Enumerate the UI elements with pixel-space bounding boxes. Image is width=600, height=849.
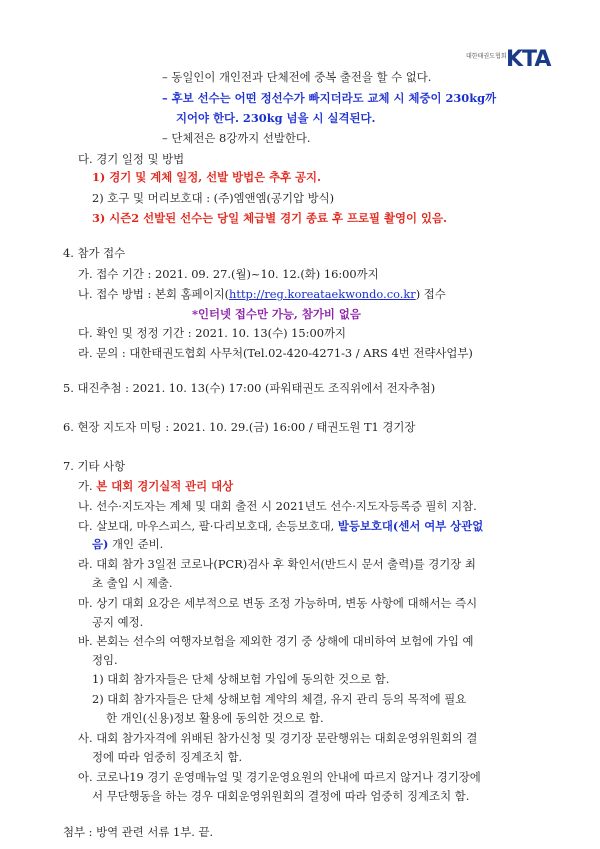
text-line: 1) 경기 및 계체 일정, 선발 방법은 추후 공지. xyxy=(92,170,322,184)
text-line: 한 개인(신용)정보 활용에 동의한 것으로 함. xyxy=(106,711,324,725)
text-line: 2) 대회 참가자들은 단체 상해보험 계약의 체결, 유지 관리 등의 목적에 필요 xyxy=(92,692,467,706)
section-heading: 4. 참가 접수 xyxy=(63,246,126,260)
text-line: 1) 대회 참가자들은 단체 상해보험 가입에 동의한 것으로 함. xyxy=(92,672,390,686)
text-segment: 다. 살보대, 마우스피스, 팔·다리보호대, 손등보호대, xyxy=(78,519,338,533)
text-line: 정에 따라 엄중히 징계조치 함. xyxy=(92,750,243,764)
text-line: 다. 확인 및 정정 기간 : 2021. 10. 13(수) 15:00까지 xyxy=(78,326,347,340)
section-heading: 6. 현장 지도자 미팅 : 2021. 10. 29.(금) 16:00 / 태권도원 T1 경기장 xyxy=(63,420,416,434)
section-heading: 5. 대진추첨 : 2021. 10. 13(수) 17:00 (파워태권도 조직위에서 전자추첨) xyxy=(63,381,436,395)
attachment-line: 첨부 : 방역 관련 서류 1부. 끝. xyxy=(63,825,214,839)
registration-link[interactable]: http://reg.koreataekwondo.co.kr xyxy=(229,287,416,301)
text-segment: 가. xyxy=(78,479,97,493)
text-line xyxy=(78,288,446,302)
text-line: 라. 문의 : 대한태권도협회 사무처(Tel.02-420-4271-3 / ARS 4번 전략사업부) xyxy=(78,346,473,360)
text-segment: 본 대회 경기실적 관리 대상 xyxy=(96,479,234,493)
text-line xyxy=(78,480,233,494)
text-segment: 발등보호대(센서 여부 상관없 xyxy=(337,519,484,533)
text-line: *인터넷 접수만 가능, 참가비 없음 xyxy=(192,307,361,321)
text-line: 아. 코로나19 경기 운영매뉴얼 및 경기운영요원의 안내에 따르지 않거나 경기장에 xyxy=(78,770,481,784)
logo-org-name: 대한태권도협회 xyxy=(466,53,507,60)
text-line: 서 무단행동을 하는 경우 대회운영위원회의 결정에 따라 엄중히 징계조치 함. xyxy=(92,789,470,803)
text-line: – 동일인이 개인전과 단체전에 중복 출전을 할 수 없다. xyxy=(162,70,432,84)
section-heading: 7. 기타 사항 xyxy=(63,459,126,473)
text-line: 가. 접수 기간 : 2021. 09. 27.(월)~10. 12.(화) 16:00까지 xyxy=(78,267,379,281)
text-line: 정임. xyxy=(92,653,118,667)
text-line: – 단체전은 8강까지 선발한다. xyxy=(162,131,311,145)
text-line: 바. 본회는 선수의 여행자보험을 제외한 경기 중 상해에 대비하여 보험에 가입 예 xyxy=(78,634,474,648)
kta-logo xyxy=(462,47,572,75)
text-segment: 나. 접수 방법 : 본회 홈페이지( xyxy=(78,287,230,301)
text-line: 공지 예정. xyxy=(92,615,144,629)
text-line xyxy=(92,538,163,552)
text-segment: 개인 준비. xyxy=(108,537,164,551)
logo-kta: KTA xyxy=(506,47,551,72)
text-line: 사. 대회 참가자격에 위배된 참가신청 및 경기장 문란행위는 대회운영위원회의 결 xyxy=(78,731,478,745)
text-segment: 음) xyxy=(92,537,109,551)
text-line: 마. 상기 대회 요강은 세부적으로 변동 조정 가능하며, 변동 사항에 대해서는 즉시 xyxy=(78,596,478,610)
text-line: 2) 호구 및 머리보호대 : (주)엠앤엠(공기압 방식) xyxy=(92,191,335,205)
text-line: 초 출입 시 제출. xyxy=(92,576,173,590)
text-line: 지어야 한다. 230kg 넘을 시 실격된다. xyxy=(176,111,376,125)
text-segment: ) 접수 xyxy=(415,287,446,301)
text-line: 나. 선수·지도자는 계체 및 대회 출전 시 2021년도 선수·지도자등록증 필히 지참. xyxy=(78,499,477,513)
text-line: – 후보 선수는 어떤 정선수가 빠지더라도 교체 시 체중이 230kg까 xyxy=(162,91,497,105)
text-line: 라. 대회 참가 3일전 코로나(PCR)검사 후 확인서(반드시 문서 출력)를 경기장 최 xyxy=(78,557,476,571)
text-line: 3) 시즌2 선발된 선수는 당일 체급별 경기 종료 후 프로필 촬영이 있음. xyxy=(92,211,447,225)
text-line xyxy=(78,520,483,534)
section-heading: 다. 경기 일정 및 방법 xyxy=(78,152,185,166)
